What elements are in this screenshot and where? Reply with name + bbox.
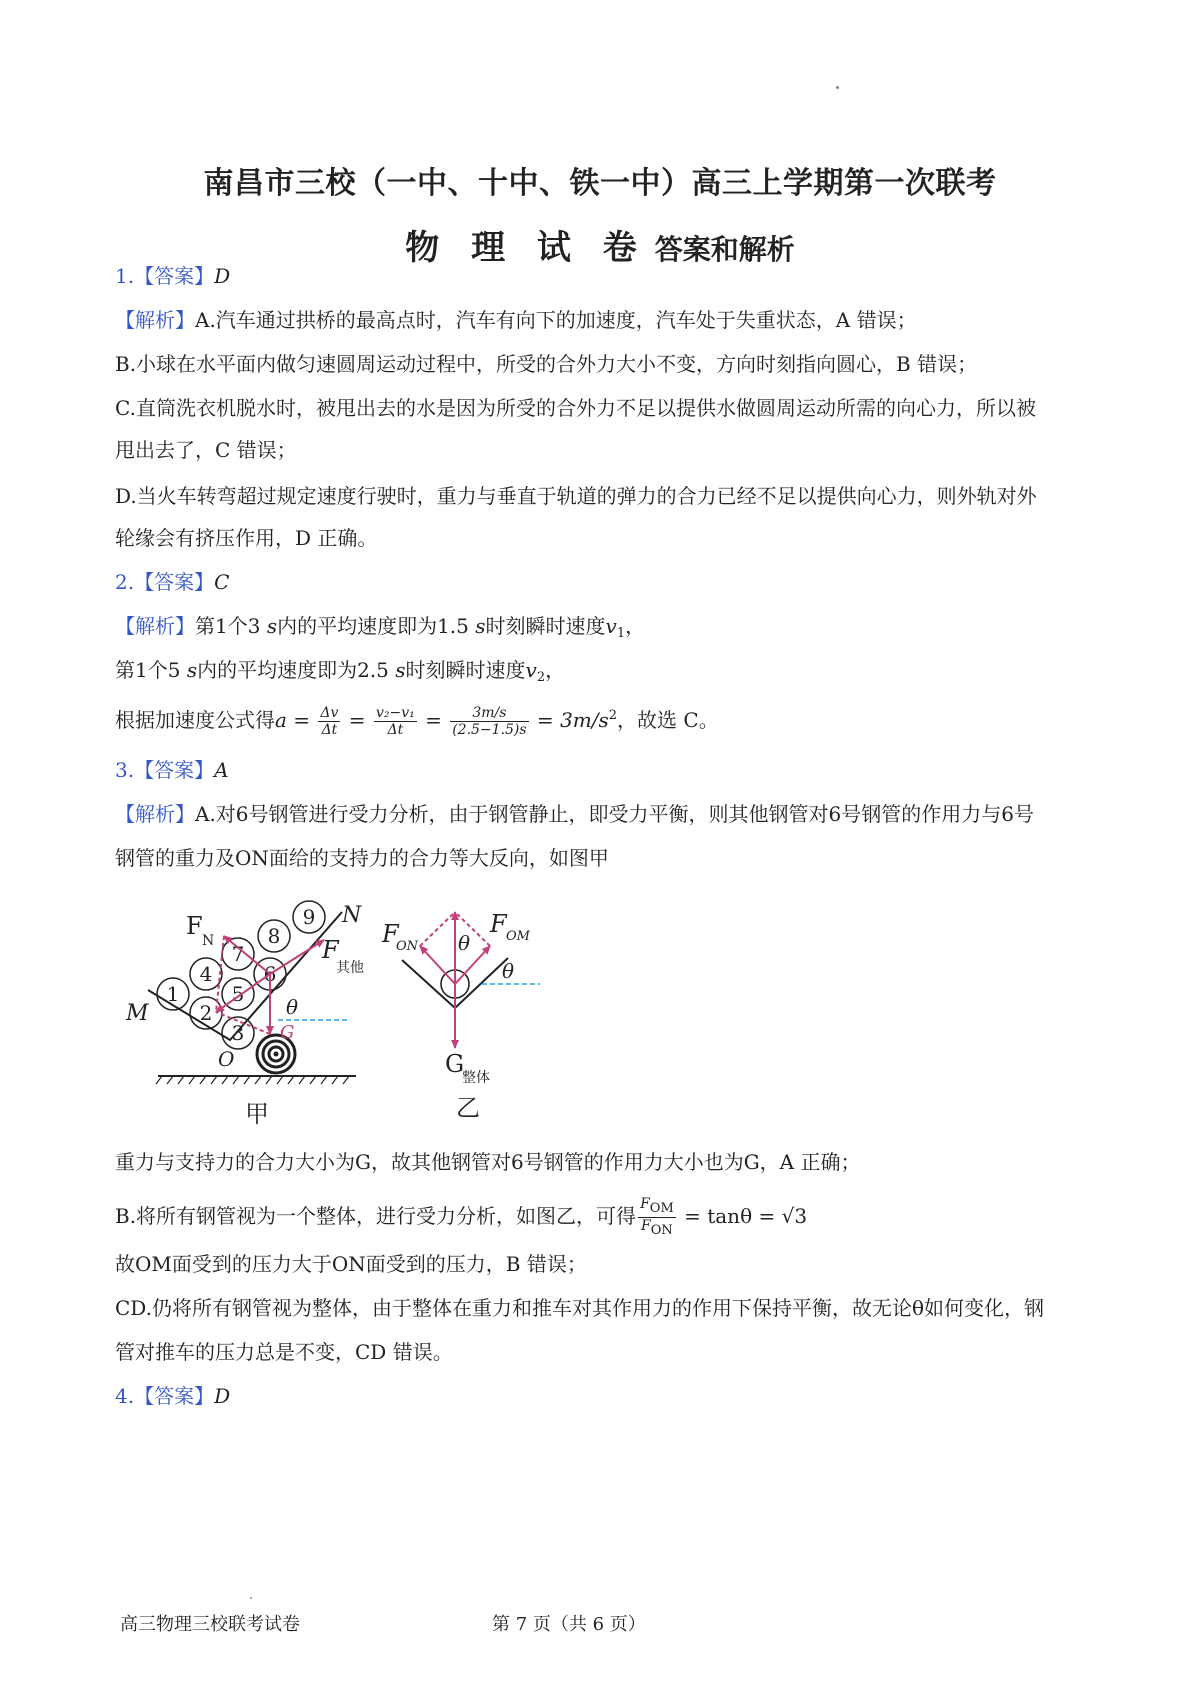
q1-text-6: 轮缘会有挤压作用，D 正确。	[115, 526, 378, 550]
q2-t2a: 第1个5	[115, 658, 187, 682]
num-9: 9	[302, 905, 316, 929]
q3-text-5: 故OM面受到的压力大于ON面受到的压力，B 错误；	[115, 1252, 587, 1276]
q2-formula-line	[115, 702, 1095, 738]
q2-t2b: s	[186, 658, 198, 682]
q2-frac1-num: Δv	[320, 705, 339, 721]
q2-eq2: =	[342, 708, 372, 732]
q2-answer-tag: 【答案】	[134, 570, 215, 594]
q2-frac2-den: Δt	[387, 722, 404, 738]
q2-eq4: =	[530, 708, 561, 732]
q3-frac-den	[638, 1218, 676, 1239]
q1-text-1: A.汽车通过拱桥的最高点时，汽车有向下的加速度，汽车处于失重状态，A 错误；	[195, 308, 917, 332]
q3-frac-num-F: F	[640, 1196, 650, 1212]
label-FOM: F	[490, 910, 507, 938]
q2-frac-3	[450, 705, 528, 738]
num-7: 7	[231, 942, 245, 966]
q3-answer	[115, 756, 1095, 784]
q3-number: 3.	[115, 758, 135, 782]
q2-t1c: 内的平均速度即为1.5	[277, 614, 476, 638]
speck-2	[250, 1597, 252, 1599]
q2-t2e: 时刻瞬时速度	[405, 658, 526, 682]
q4-answer	[115, 1382, 1095, 1410]
q2-frac-2	[374, 705, 417, 738]
q2-number: 2.	[115, 570, 135, 594]
q2-answer	[115, 568, 1095, 596]
q2-t3b: ，故选 C。	[617, 708, 719, 732]
q2-t1f: ，	[625, 614, 646, 638]
label-Fother-sub: 其他	[336, 960, 364, 976]
label-G-whole-sub: 整体	[462, 1070, 490, 1086]
label-FON: F	[382, 920, 399, 948]
label-theta-yi-2: θ	[502, 959, 515, 983]
label-Fother: F	[322, 936, 339, 964]
q3-text-3: 重力与支持力的合力大小为G，故其他钢管对6号钢管的作用力大小也为G，A 正确；	[115, 1150, 861, 1174]
footer-page: 第 7 页（共 6 页）	[492, 1614, 646, 1635]
q2-t2d: s	[395, 658, 406, 682]
q2-t3a: 根据加速度公式得	[115, 708, 275, 732]
q1-text-4: 甩出去了，C 错误；	[115, 438, 297, 462]
q2-a: a	[275, 708, 287, 732]
label-N: N	[342, 903, 362, 928]
q2-eq3: =	[418, 708, 449, 732]
title-sub: 答案和解析	[654, 233, 795, 266]
label-FOM-sub: OM	[506, 929, 530, 944]
label-theta: θ	[286, 995, 299, 1019]
num-1: 1	[166, 982, 180, 1006]
q2-t2f: ，	[545, 658, 566, 682]
label-G: G	[280, 1022, 295, 1043]
q1-text-2: B.小球在水平面内做匀速圆周运动过程中，所受的合外力大小不变，方向时刻指向圆心，B 错误；	[115, 352, 978, 376]
q1-text-5: D.当火车转弯超过规定速度行驶时，重力与垂直于轨道的弹力的合力已经不足以提供向心力，则外轨对外	[115, 484, 1037, 508]
q3-formula-line	[115, 1196, 1095, 1239]
q3-analysis-1	[115, 800, 1095, 828]
label-G-whole: G	[445, 1050, 465, 1078]
q2-answer-value: C	[214, 570, 230, 594]
q2-t1b: s	[266, 614, 278, 638]
q3-frac	[638, 1196, 676, 1239]
q3-text-1: A.对6号钢管进行受力分析，由于钢管静止，即受力平衡，则其他钢管对6号钢管的作用力与6号	[195, 802, 1034, 826]
q2-t1a: 第1个3	[195, 614, 267, 638]
q1-analysis-1	[115, 306, 1095, 334]
q2-analysis-tag: 【解析】	[115, 614, 195, 638]
q2-frac1-den: Δt	[321, 722, 338, 738]
q2-frac2-num: v₂−v₁	[375, 705, 415, 721]
num-5: 5	[231, 982, 245, 1006]
title-main: 物 理 试 卷	[405, 228, 647, 268]
num-3: 3	[231, 1021, 245, 1045]
q3-answer-value: A	[214, 758, 229, 782]
q4-answer-value: D	[214, 1384, 231, 1408]
q2-frac3-num: 3m/s	[450, 705, 528, 722]
q2-t2c: 内的平均速度即为2.5	[197, 658, 396, 682]
footer-left: 高三物理三校联考试卷	[120, 1614, 300, 1635]
q1-analysis-tag: 【解析】	[115, 308, 195, 332]
num-6: 6	[263, 962, 277, 986]
q2-result-sup: 2	[608, 708, 618, 723]
label-M: M	[126, 1001, 149, 1026]
label-FN-sub: N	[202, 933, 215, 949]
q2-analysis-1	[115, 612, 1095, 648]
q2-eq1: =	[286, 708, 317, 732]
q3-analysis-tag: 【解析】	[115, 802, 195, 826]
q2-v1-sub: 1	[616, 626, 626, 641]
q4-answer-tag: 【答案】	[134, 1384, 215, 1408]
q3-text-6: CD.仍将所有钢管视为整体，由于整体在重力和推车对其作用力的作用下保持平衡，故无论θ如何变化，钢	[115, 1296, 1045, 1320]
label-O: O	[218, 1047, 235, 1071]
label-theta-yi: θ	[458, 931, 471, 955]
caption-yi: 乙	[456, 1094, 480, 1122]
q3-t4a: B.将所有钢管视为一个整体，进行受力分析，如图乙，可得	[115, 1204, 637, 1228]
q2-frac-1	[318, 705, 340, 738]
caption-jia: 甲	[245, 1100, 269, 1128]
q1-answer-value: D	[214, 264, 231, 288]
q3-frac-num-sub: OM	[649, 1201, 674, 1216]
q3-frac-den-sub: ON	[650, 1223, 673, 1238]
label-FON-sub: ON	[396, 939, 419, 954]
speck	[836, 86, 839, 89]
q3-t4b: = tanθ = √3	[677, 1204, 808, 1228]
q1-text-3: C.直筒洗衣机脱水时，被甩出去的水是因为所受的合外力不足以提供水做圆周运动所需的向心力，所以被	[115, 396, 1036, 420]
q3-text-7: 管对推车的压力总是不变，CD 错误。	[115, 1340, 453, 1364]
q3-frac-num	[638, 1196, 676, 1218]
title-school: 南昌市三校（一中、十中、铁一中）高三上学期第一次联考	[203, 166, 997, 201]
force-diagram-full	[110, 890, 590, 1130]
q2-v2: v	[525, 658, 537, 682]
num-2: 2	[199, 1001, 213, 1025]
q1-answer-tag: 【答案】	[134, 264, 215, 288]
q3-answer-tag: 【答案】	[134, 758, 215, 782]
q2-t1d: s	[475, 614, 486, 638]
q3-text-2: 钢管的重力及ON面给的支持力的合力等大反向，如图甲	[115, 846, 609, 870]
q1-number: 1.	[115, 264, 135, 288]
num-4: 4	[199, 962, 213, 986]
q1-answer	[115, 262, 1095, 290]
num-8: 8	[267, 924, 281, 948]
q2-frac3-den: (2.5−1.5)s	[452, 722, 527, 738]
q3-frac-den-F: F	[641, 1218, 651, 1234]
q2-v2-sub: 2	[536, 670, 546, 685]
q2-v1: v	[605, 614, 617, 638]
label-FN: F	[186, 912, 203, 940]
q2-result: 3m/s	[560, 708, 609, 732]
q2-t1e: 时刻瞬时速度	[485, 614, 606, 638]
q2-analysis-2	[115, 656, 1095, 692]
q4-number: 4.	[115, 1384, 135, 1408]
